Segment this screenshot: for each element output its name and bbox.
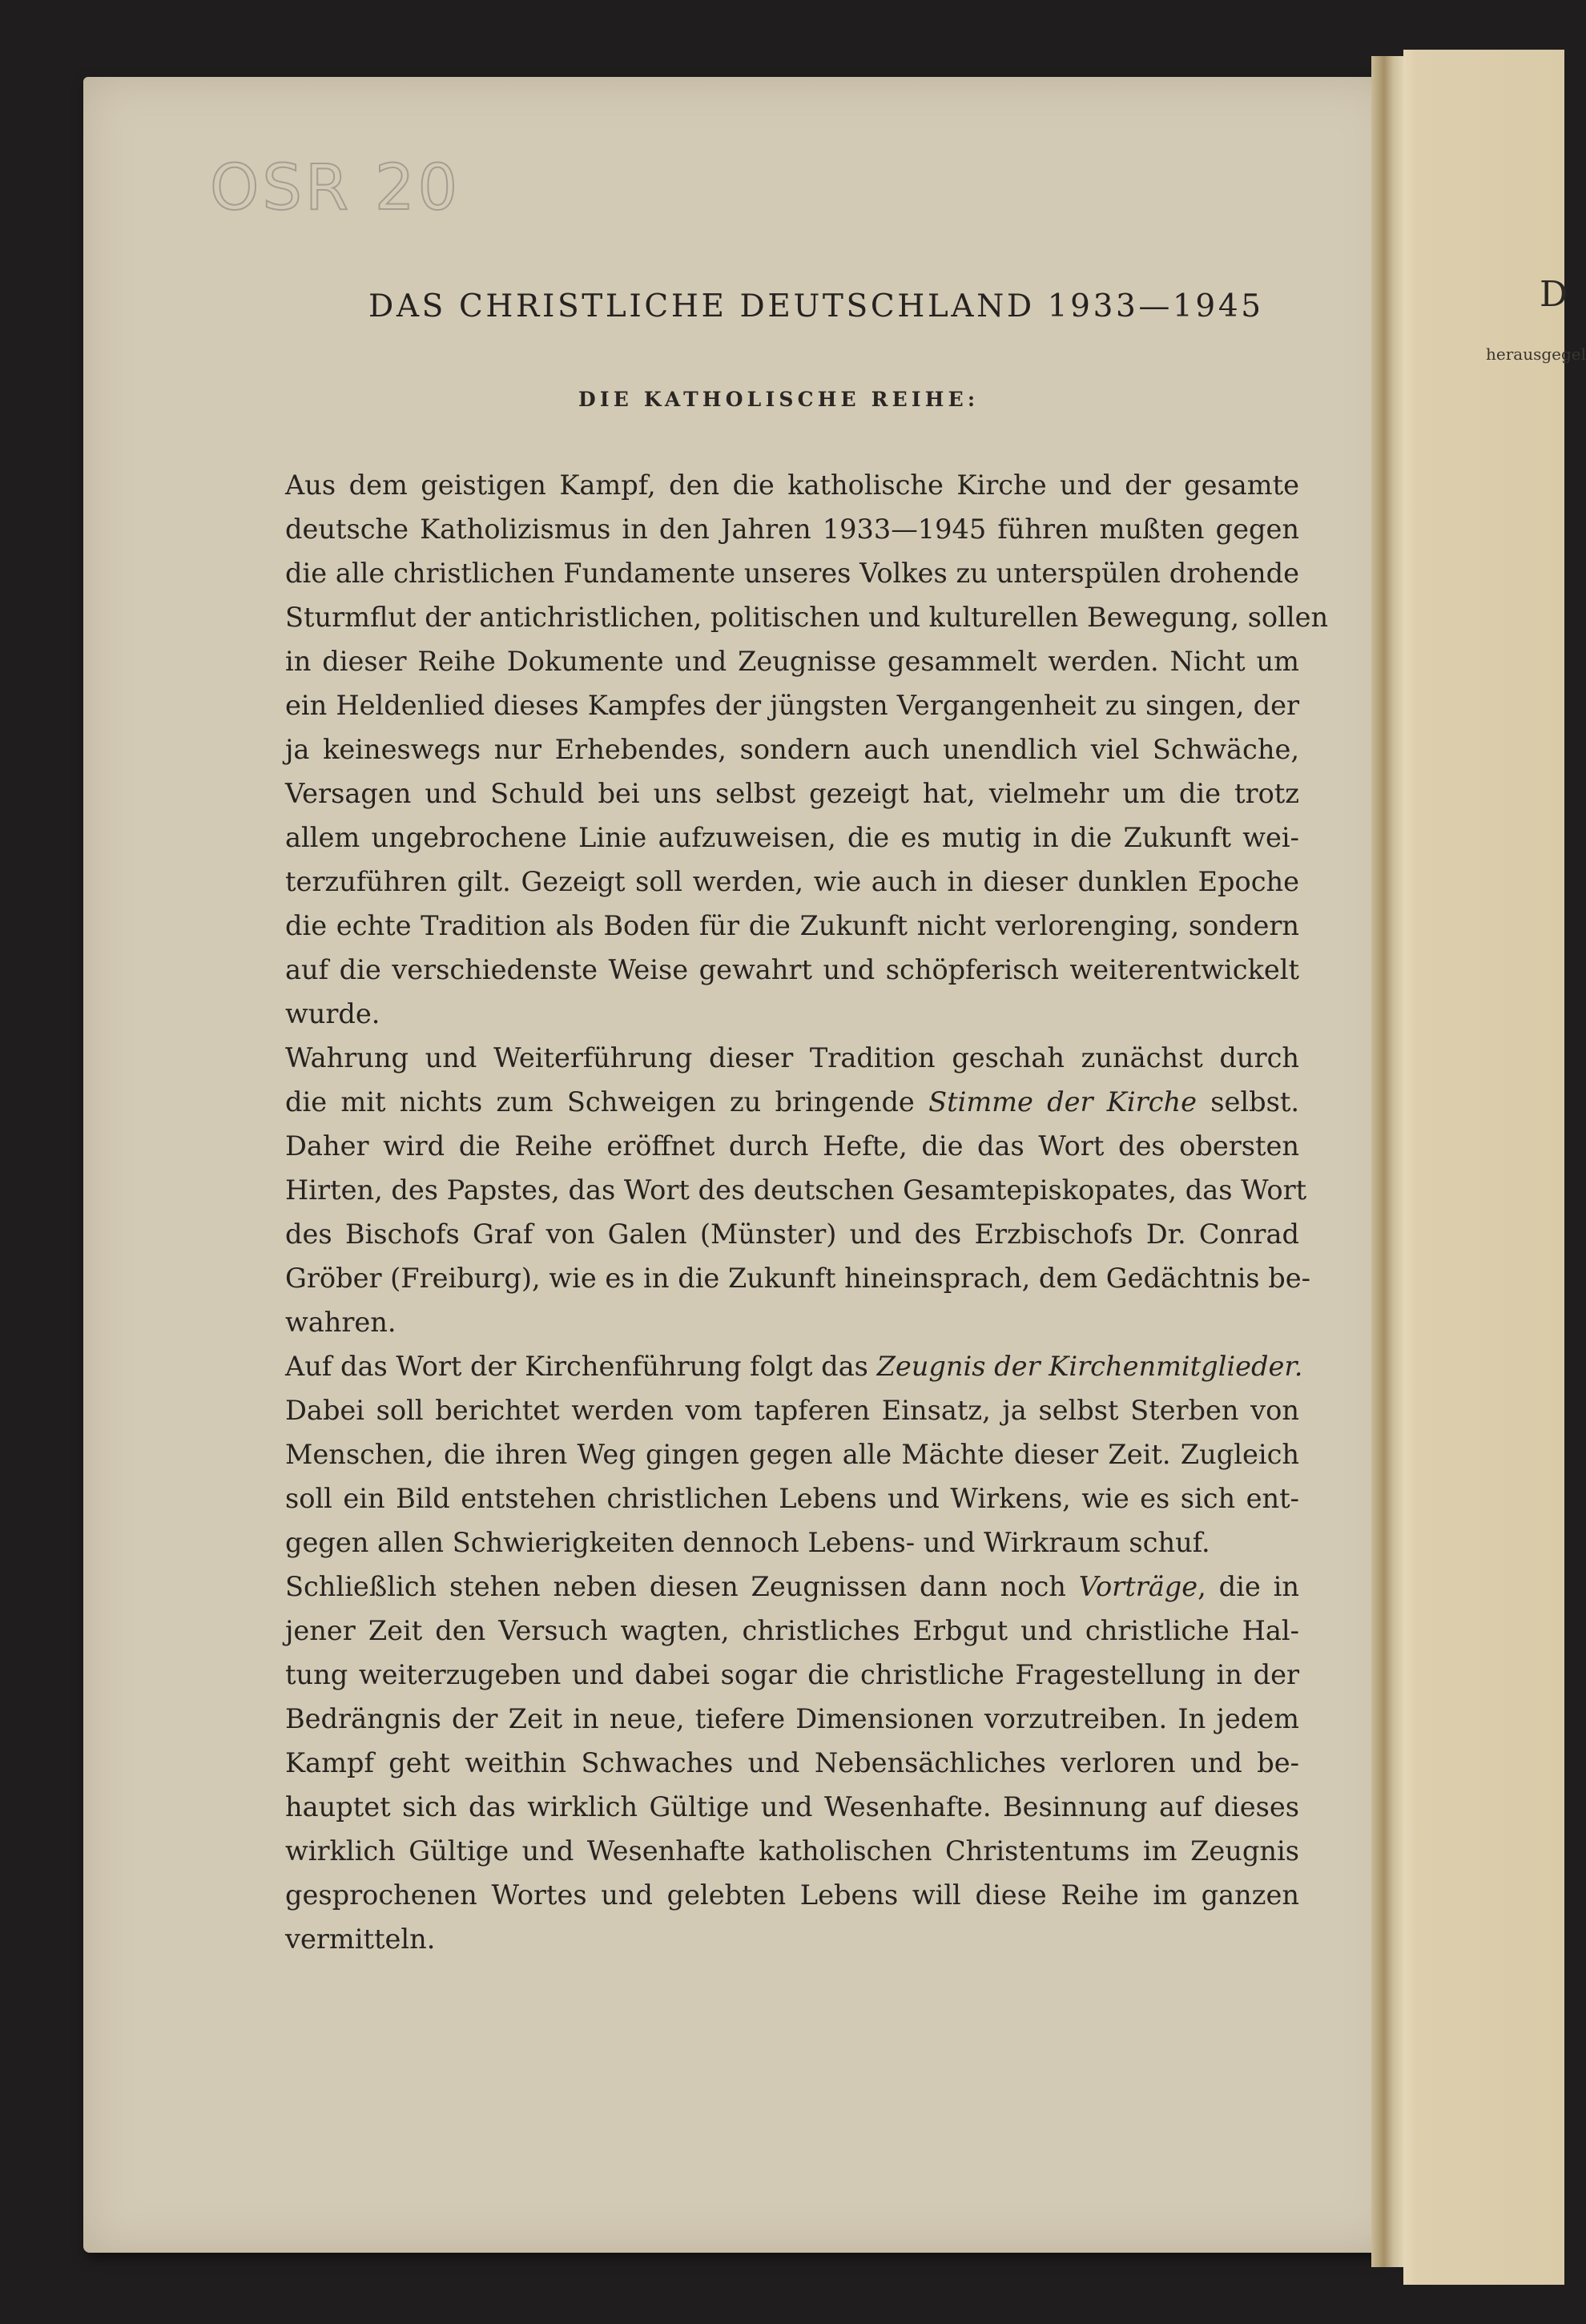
text-line: Versagen und Schuld bei uns selbst gezeigt hat, vielmehr um die trotz	[285, 778, 1299, 809]
text-line: hauptet sich das wirklich Gültige und Wesenhafte. Besinnung auf dieses	[285, 1791, 1299, 1823]
series-title: DAS CHRISTLICHE DEUTSCHLAND 1933—1945	[368, 288, 1264, 324]
emphasis-text: Vorträge	[1078, 1571, 1198, 1602]
text-line: Hirten, des Papstes, das Wort des deutschen Gesamtepiskopates, das Wort	[285, 1174, 1307, 1206]
text-line: jener Zeit den Versuch wagten, christliches Erbgut und christliche Hal-	[285, 1615, 1299, 1646]
text-line: ja keineswegs nur Erhebendes, sondern auch unendlich viel Schwäche,	[285, 734, 1299, 765]
text-line: auf die verschiedenste Weise gewahrt und schöpferisch weiterentwickelt	[285, 954, 1299, 985]
text-segment: Schließlich stehen neben diesen Zeugnissen dann noch	[285, 1571, 1079, 1602]
text-line: wurde.	[285, 998, 380, 1029]
sub-heading: DIE KATHOLISCHE REIHE:	[578, 388, 980, 411]
text-line: allem ungebrochene Linie aufzuweisen, die es mutig in die Zukunft wei-	[285, 822, 1299, 853]
emphasis-text: Stimme der Kirche	[928, 1086, 1197, 1118]
opposite-page-initial: D	[1540, 274, 1568, 315]
text-segment: die mit nichts zum Schweigen zu bringende	[285, 1086, 929, 1118]
text-line: Bedrängnis der Zeit in neue, tiefere Dimensionen vorzutreiben. In jedem	[285, 1703, 1299, 1734]
text-line: gegen allen Schwierigkeiten dennoch Lebens- und Wirkraum schuf.	[285, 1527, 1210, 1558]
text-line: terzuführen gilt. Gezeigt soll werden, wie auch in dieser dunklen Epoche	[285, 866, 1299, 897]
text-line: tung weiterzugeben und dabei sogar die christliche Fragestellung in der	[285, 1659, 1299, 1690]
text-segment: , die in	[1198, 1571, 1299, 1602]
book-page-right	[1403, 50, 1564, 2285]
text-segment: Wahrung und Weiterführung dieser Tradition geschah zunächst durch	[285, 1042, 1299, 1073]
text-line: in dieser Reihe Dokumente und Zeugnisse gesammelt werden. Nicht um	[285, 646, 1299, 677]
text-line: Sturmflut der antichristlichen, politischen und kulturellen Bewegung, sollen	[285, 602, 1329, 633]
text-line: deutsche Katholizismus in den Jahren 1933—1945 führen mußten gegen	[285, 514, 1299, 545]
text-line: vermitteln.	[285, 1923, 436, 1955]
text-line: Daher wird die Reihe eröffnet durch Hefte, die das Wort des obersten	[285, 1130, 1299, 1162]
text-line: wahren.	[285, 1307, 396, 1338]
text-line: die alle christlichen Fundamente unseres Volkes zu unterspülen drohende	[285, 558, 1299, 589]
text-line: Dabei soll berichtet werden vom tapferen Einsatz, ja selbst Sterben von	[285, 1395, 1299, 1426]
library-stamp: OSR 20	[210, 152, 461, 224]
text-line: gesprochenen Wortes und gelebten Lebens will diese Reihe im ganzen	[285, 1879, 1299, 1911]
body-text	[285, 463, 1329, 1961]
text-line: ein Heldenlied dieses Kampfes der jüngsten Vergangenheit zu singen, der	[285, 690, 1299, 721]
text-line	[285, 1565, 1299, 1609]
text-line: wirklich Gültige und Wesenhafte katholischen Christentums im Zeugnis	[285, 1835, 1299, 1867]
text-line: Menschen, die ihren Weg gingen gegen alle Mächte dieser Zeit. Zugleich	[285, 1439, 1299, 1470]
text-segment: selbst.	[1197, 1086, 1299, 1118]
text-line: soll ein Bild entstehen christlichen Lebens und Wirkens, wie es sich ent-	[285, 1483, 1299, 1514]
text-line	[285, 1344, 1303, 1388]
text-line: des Bischofs Graf von Galen (Münster) und des Erzbischofs Dr. Conrad	[285, 1218, 1299, 1250]
text-line: Aus dem geistigen Kampf, den die katholische Kirche und der gesamte	[285, 469, 1299, 501]
opposite-page-text: herausgegel	[1486, 344, 1586, 364]
emphasis-text: Zeugnis der Kirchenmitglieder.	[876, 1351, 1303, 1382]
text-line	[285, 1036, 1299, 1080]
text-line	[285, 1080, 1299, 1124]
text-line: Kampf geht weithin Schwaches und Nebensächliches verloren und be-	[285, 1747, 1299, 1778]
book-spine	[1371, 56, 1403, 2267]
text-line: die echte Tradition als Boden für die Zukunft nicht verlorenging, sondern	[285, 910, 1299, 941]
text-line: Gröber (Freiburg), wie es in die Zukunft hineinsprach, dem Gedächtnis be-	[285, 1263, 1310, 1294]
text-segment: Auf das Wort der Kirchenführung folgt das	[285, 1351, 877, 1382]
